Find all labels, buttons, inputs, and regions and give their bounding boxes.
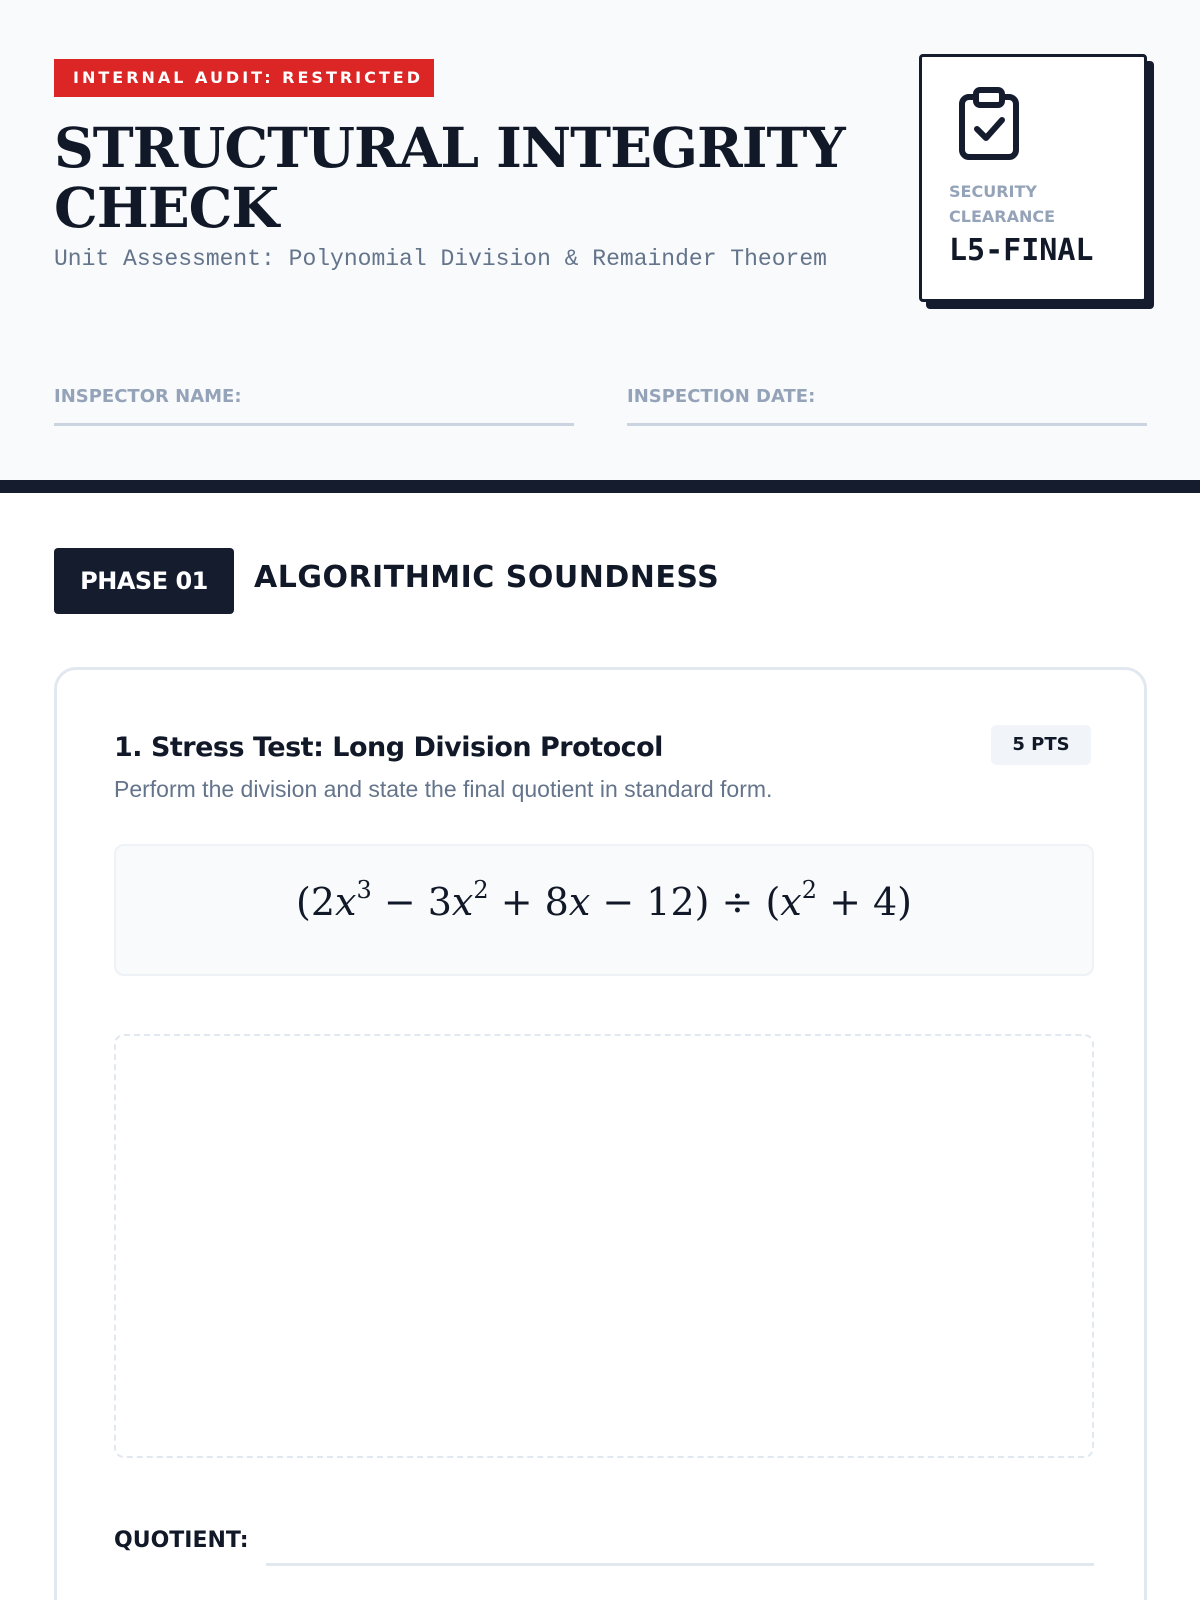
inspection-date-field[interactable] bbox=[627, 423, 1147, 426]
quotient-answer-field[interactable] bbox=[266, 1563, 1094, 1566]
inspector-name-field[interactable] bbox=[54, 423, 574, 426]
phase-badge: PHASE 01 bbox=[54, 548, 234, 614]
points-badge: 5 PTS bbox=[991, 725, 1091, 765]
page-title: STRUCTURAL INTEGRITY CHECK bbox=[54, 115, 845, 240]
polynomial-expression: $(2x^3 - 3x^2 + 8x - 12) \div (x^2 + 4)$ bbox=[296, 876, 912, 924]
quotient-label: QUOTIENT: bbox=[114, 1528, 249, 1553]
page-subtitle: Unit Assessment: Polynomial Division & Remainder Theorem bbox=[54, 246, 827, 272]
clipboard-check-icon bbox=[958, 87, 1020, 161]
work-area[interactable] bbox=[114, 1034, 1094, 1458]
question-title: 1. Stress Test: Long Division Protocol bbox=[114, 732, 663, 763]
audit-restricted-badge: INTERNAL AUDIT: RESTRICTED bbox=[54, 59, 434, 97]
expression-box bbox=[114, 844, 1094, 976]
security-clearance-card bbox=[919, 54, 1147, 302]
question-card bbox=[54, 667, 1147, 1600]
question-instruction: Perform the division and state the final quotient in standard form. bbox=[114, 776, 773, 802]
inspection-date-label: INSPECTION DATE: bbox=[627, 386, 816, 407]
clearance-value: L5-FINAL bbox=[949, 233, 1094, 268]
inspector-name-label: INSPECTOR NAME: bbox=[54, 386, 242, 407]
clearance-label: SECURITY CLEARANCE bbox=[949, 182, 1056, 226]
header-divider bbox=[0, 480, 1200, 493]
phase-title: ALGORITHMIC SOUNDNESS bbox=[254, 560, 720, 595]
